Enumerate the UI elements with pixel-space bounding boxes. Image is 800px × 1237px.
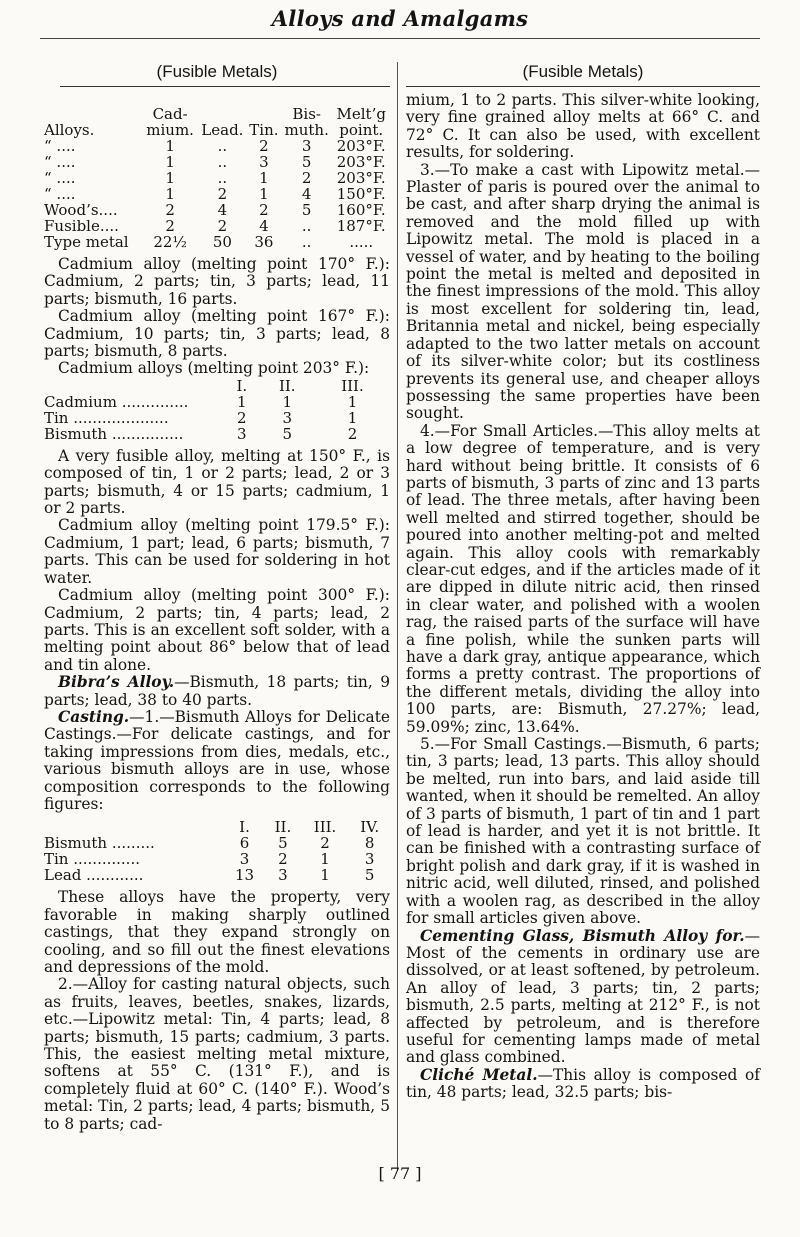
table-cell: 22½ <box>153 233 187 251</box>
table-cell: 3 <box>278 866 288 885</box>
paragraph: 4.—For Small Articles.—This alloy melts at a low degree of temperature, and is very hard without being brittle. It consists of 6 parts of bismuth, 3 parts of zinc and 13 parts of lead. The three metals, after having been well melted and stirred together, should be poured into another melting-pot and melted again. This alloy cools with remarkably clear-cut edges, and if the articles made of it are dipped in dilute nitric acid, then rinsed in clear water, and polished with a woolen rag, the raised parts of the surface will have a fine polish, while the sunken parts will have a dark gray, antique appearance, which forms a pretty contrast. The proportions of the different metals, dividing the alloy into 100 parts, are: Bismuth, 27.27%; lead, 59.09%; zinc, 13.64%. <box>406 421 760 736</box>
table-cell: 50 <box>212 233 232 251</box>
alloy-name: Wood’s.... <box>44 201 118 219</box>
column-header: Bis- muth. <box>284 105 329 139</box>
table-cell: 1 <box>320 866 330 885</box>
table-cell: 2 <box>320 834 330 853</box>
entry-text: —Most of the cements in ordinary use are dissolved, or at least softened, by petroleum. An alloy of lead, 3 parts; tin, 2 parts; bismuth, 2.5 parts, melting at 212° F., is not affected by petroleum, and is therefore useful for cementing lamps made of metal and glass combined. <box>406 926 760 1067</box>
column-header: Lead. <box>201 121 244 139</box>
left-column <box>44 92 390 1133</box>
entry-heading: Bibra’s Alloy. <box>58 673 175 692</box>
table-row <box>44 851 390 867</box>
alloy-name: “ .... <box>44 137 76 155</box>
header-rule <box>40 38 760 39</box>
table-header <box>44 819 390 835</box>
table-cell: 3 <box>237 424 247 443</box>
table-row <box>44 154 390 170</box>
left-column-title: (Fusible Metals) <box>156 62 278 81</box>
paragraph <box>44 674 390 709</box>
table-cell: 1 <box>259 185 269 203</box>
metal-name: Tin .................... <box>44 408 169 427</box>
table-cell: 5 <box>301 153 312 171</box>
metal-name: Bismuth ............... <box>44 424 184 443</box>
table-cell: .. <box>301 233 312 251</box>
table-cell: 2 <box>165 217 175 235</box>
table-cell: 1 <box>259 169 269 187</box>
table-row <box>44 426 390 442</box>
alloy-name: “ .... <box>44 185 76 203</box>
page-number: [ 77 ] <box>378 1164 422 1183</box>
table-cell: 3 <box>239 850 250 869</box>
right-column-rule <box>406 86 760 87</box>
paragraph: These alloys have the property, very favorable in making sharply outlined castings, that they expand strongly on cooling, and so fill out the finest elevations and depressions of the mold. <box>44 888 390 976</box>
table-row <box>44 234 390 250</box>
entry-heading: Cliché Metal. <box>420 1065 538 1084</box>
column-header <box>44 819 224 835</box>
table-cell: 3 <box>364 850 375 869</box>
table-cell: 2 <box>165 201 175 219</box>
table-cell: 4 <box>217 201 228 219</box>
paragraph: Cadmium alloys (melting point 203° F.): <box>58 359 370 378</box>
table-cell: .. <box>217 169 228 187</box>
table-cell: 2 <box>237 408 247 427</box>
alloy-name: “ .... <box>44 153 76 171</box>
column-header: Melt’g point. <box>336 105 386 139</box>
table-row <box>44 170 390 186</box>
table-cell: 1 <box>165 137 175 155</box>
table-row <box>44 186 390 202</box>
table-body <box>44 835 390 883</box>
right-column-title: (Fusible Metals) <box>522 62 644 81</box>
column-header: I. <box>236 376 248 395</box>
alloy-name: Fusible.... <box>44 217 119 235</box>
table-cell: .. <box>301 217 312 235</box>
metal-name: Lead ............ <box>44 866 144 885</box>
table-row <box>44 867 390 883</box>
table-cell: 2 <box>278 850 288 869</box>
alloy-table <box>44 106 390 250</box>
column-header: II. <box>274 818 292 837</box>
table-cell: 8 <box>364 834 375 853</box>
alloy-table-body <box>44 138 390 250</box>
paragraph: Cadmium alloy (melting point 167° F.): Cadmium, 10 parts; tin, 3 parts; lead, 8 parts; bismuth, 8 parts. <box>44 307 390 361</box>
table-cell: 6 <box>239 834 250 853</box>
table-row <box>44 394 390 410</box>
paragraph: Cadmium alloy (melting point 170° F.): Cadmium, 2 parts; tin, 3 parts; lead, 11 parts; bismuth, 16 parts. <box>44 255 390 308</box>
table-cell: 1 <box>282 392 293 411</box>
table-cell: 1 <box>347 392 358 411</box>
table-cell: 1 <box>347 408 358 427</box>
table-cell: 1 <box>165 185 175 203</box>
table-cell: 1 <box>237 392 247 411</box>
table-row <box>44 138 390 154</box>
entry-heading: Cementing Glass, Bismuth Alloy for. <box>420 926 745 945</box>
paragraph <box>44 709 390 813</box>
table-cell: 1 <box>320 850 330 869</box>
paragraph: Cadmium alloy (melting point 300° F.): Cadmium, 2 parts; tin, 4 parts; lead, 2 parts. This is an excellent soft solder, with a melting point about 86° below that of lead and tin alone. <box>44 586 390 674</box>
table-cell: 36 <box>254 233 274 251</box>
table-cell: 203°F. <box>336 137 386 155</box>
alloy-table-header <box>44 106 390 138</box>
table-row <box>44 202 390 218</box>
table-cell: 160°F. <box>336 201 386 219</box>
column-header: IV. <box>360 818 380 837</box>
table-cell: 4 <box>259 217 269 235</box>
table-cell: 3 <box>259 153 269 171</box>
table-cell: 3 <box>301 137 312 155</box>
table-cell: 1 <box>165 169 175 187</box>
table-cell: 4 <box>301 185 312 203</box>
metal-name: Tin .............. <box>44 850 140 869</box>
alloy-name: Type metal <box>44 233 129 251</box>
column-header: Cad- mium. <box>146 105 194 139</box>
table-cell: 13 <box>234 866 255 885</box>
running-head: Alloys and Amalgams <box>271 6 529 31</box>
paragraph: Cadmium alloy (melting point 179.5° F.): Cadmium, 1 part; lead, 6 parts; bismuth, 7 parts. This can be used for soldering in hot water. <box>44 516 390 587</box>
paragraph <box>406 928 760 1067</box>
table-cell: 2 <box>301 169 312 187</box>
cadmium-alloys-table <box>44 378 390 442</box>
paragraph: 5.—For Small Castings.—Bismuth, 6 parts; tin, 3 parts; lead, 13 parts. This alloy should be melted, run into bars, and laid aside till wanted, when it should be remelted. An alloy of 3 parts of bismuth, 1 part of tin and 1 part of lead is harder, and yet it is not brittle. It can be finished with a contrasting surface of bright polish and dark gray, if it is washed in nitric acid, well diluted, rinsed, and polished with a woolen rag, as described in the alloy for small articles given above. <box>406 735 760 928</box>
column-header: III. <box>341 376 364 395</box>
bismuth-alloys-table <box>44 819 390 883</box>
table-cell: 5 <box>364 866 375 885</box>
alloy-name: “ .... <box>44 169 76 187</box>
right-column <box>406 92 760 1102</box>
paragraph: A very fusible alloy, melting at 150° F., is composed of tin, 1 or 2 parts; lead, 2 or 3 parts; bismuth, 4 or 15 parts; cadmium, 1 or 2 parts. <box>44 446 390 518</box>
table-cell: 2 <box>259 137 269 155</box>
metal-name: Bismuth ......... <box>44 834 155 853</box>
left-column-rule <box>60 86 390 87</box>
table-cell: ..... <box>349 233 374 251</box>
metal-name: Cadmium .............. <box>44 392 189 411</box>
table-row <box>44 835 390 851</box>
table-cell: 203°F. <box>336 169 386 187</box>
table-cell: .. <box>217 153 228 171</box>
column-header <box>44 378 224 394</box>
paragraph <box>406 1067 760 1102</box>
paragraph: mium, 1 to 2 parts. This silver-white looking, very fine grained alloy melts at 66° C. and 72° C. It can also be used, with excellent results, for soldering. <box>406 91 760 162</box>
column-divider <box>397 62 398 1170</box>
entry-text: —Bismuth, 18 parts; tin, 9 parts; lead, 38 to 40 parts. <box>44 673 390 709</box>
table-cell: 2 <box>259 201 269 219</box>
column-header: I. <box>239 818 250 837</box>
table-cell: 1 <box>165 153 175 171</box>
paragraph: 2.—Alloy for casting natural objects, such as fruits, leaves, beetles, snakes, lizards, etc.—Lipowitz metal: Tin, 4 parts; lead, 8 parts; bismuth, 15 parts; cadmium, 3 parts. This, the easiest melting metal mixture, softens at 55° C. (131° F.), and is completely fluid at 60° C. (140° F.). Wood’s metal: Tin, 2 parts; lead, 4 parts; bismuth, 5 to 8 parts; cad- <box>44 975 390 1133</box>
table-row <box>44 410 390 426</box>
table-cell: 187°F. <box>336 217 386 235</box>
table-cell: 5 <box>301 201 312 219</box>
paragraph: 3.—To make a cast with Lipowitz metal.—Plaster of paris is poured over the animal to be cast, and after sharp drying the animal is removed and the mold filled up with Lipowitz metal. The mold is placed in a vessel of water, and by heating to the boiling point the metal is melted and deposited in the finest impressions of the mold. This alloy is most excellent for soldering tin, lead, Britannia metal and nickel, being especially adapted to the two latter metals on account of its silver-white color; but its costliness prevents its general use, and cheaper alloys possessing the same properties have been sought. <box>406 160 760 423</box>
entry-text: —This alloy is composed of tin, 48 parts; lead, 32.5 parts; bis- <box>406 1065 760 1102</box>
table-header <box>44 378 390 394</box>
column-header: II. <box>278 376 296 395</box>
table-cell: .. <box>217 137 228 155</box>
table-body <box>44 394 390 442</box>
table-cell: 2 <box>217 217 228 235</box>
table-cell: 5 <box>282 424 293 443</box>
column-header: Tin. <box>249 121 279 139</box>
entry-heading: Casting. <box>58 707 130 726</box>
column-header: III. <box>313 818 337 837</box>
table-cell: 150°F. <box>336 185 386 203</box>
table-cell: 3 <box>282 408 293 427</box>
entry-text: —1.—Bismuth Alloys for Delicate Castings.—For delicate castings, and for taking impressions from dies, medals, etc., various bismuth alloys are in use, whose composition corresponds to the following figures: <box>44 707 390 813</box>
table-cell: 2 <box>347 424 358 443</box>
table-cell: 2 <box>217 185 228 203</box>
column-header: Alloys. <box>44 121 95 139</box>
table-cell: 203°F. <box>336 153 386 171</box>
table-row <box>44 218 390 234</box>
table-cell: 5 <box>278 834 288 853</box>
